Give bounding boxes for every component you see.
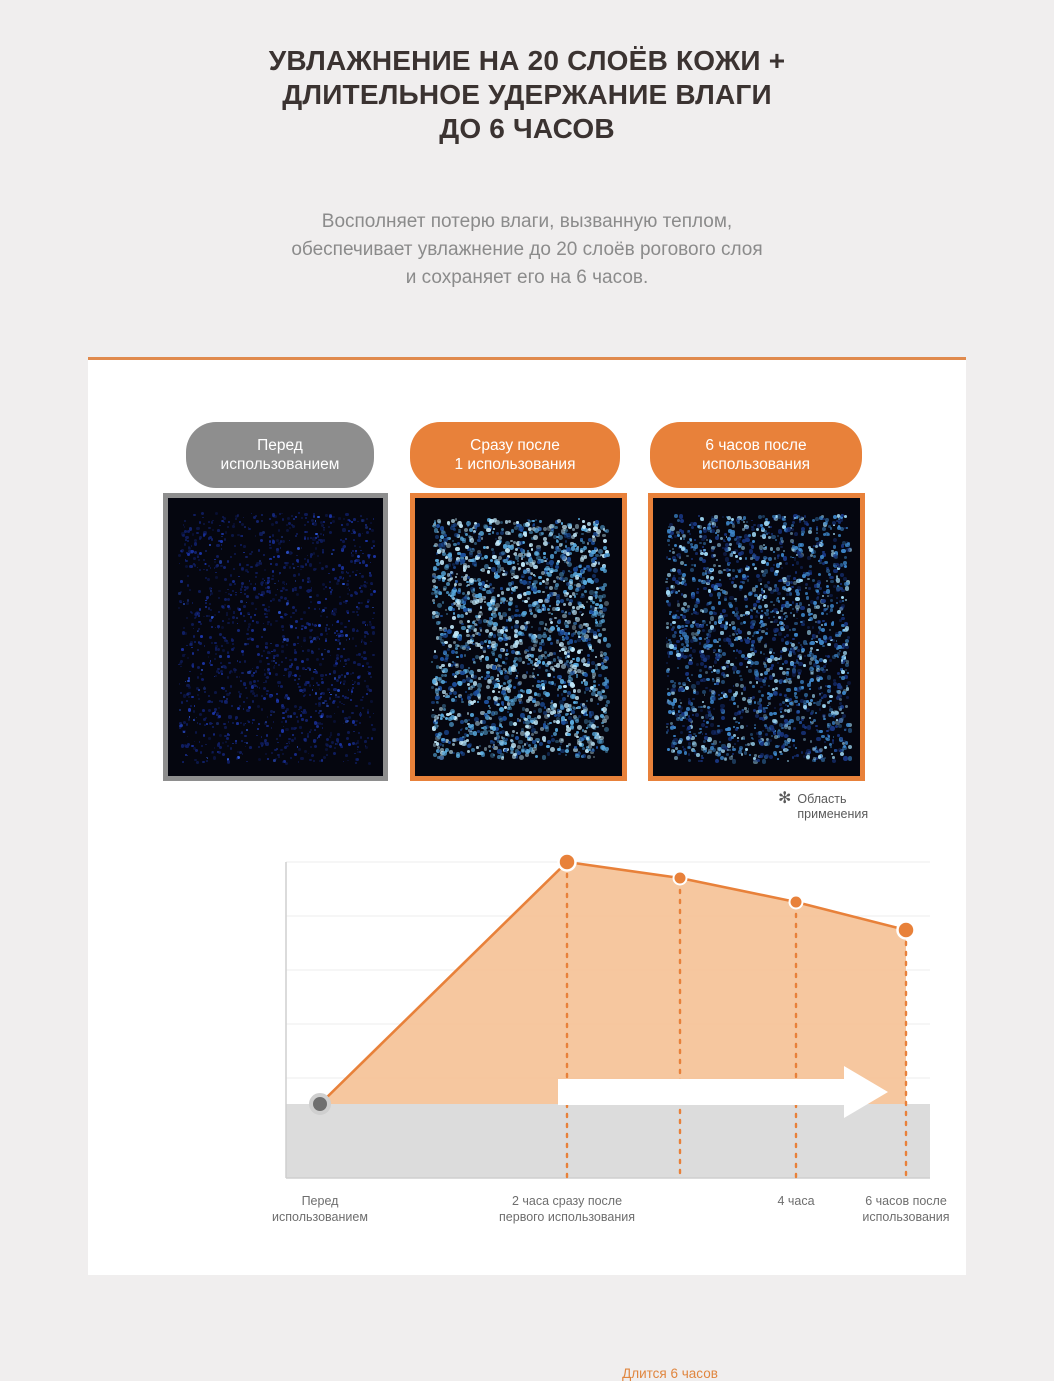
chart-x-label-2h <box>457 1193 677 1225</box>
chart-x-label-6h-line-2: использования <box>862 1210 950 1224</box>
sample-image-immediately-after-canvas <box>415 498 622 776</box>
chart-point-6h <box>898 922 915 939</box>
sample-pill-six-hours-after-line-2: использования <box>701 456 811 473</box>
page-title-line-1: УВЛАЖНЕНИЕ НА 20 СЛОЁВ КОЖИ + <box>268 45 786 76</box>
chart-x-label-before <box>240 1193 400 1225</box>
sample-image-six-hours-after <box>648 493 865 781</box>
chart-x-label-2h-line-2: первого использования <box>499 1210 635 1224</box>
moisture-chart-svg <box>88 830 966 1250</box>
sample-image-immediately-after <box>410 493 627 781</box>
application-area-note-line-2: применения <box>797 807 869 821</box>
asterisk-icon: ✻ <box>778 790 792 807</box>
page-title-line-2: ДЛИТЕЛЬНОЕ УДЕРЖАНИЕ ВЛАГИ <box>282 79 772 110</box>
sample-pill-six-hours-after <box>650 422 862 488</box>
sample-image-six-hours-after-canvas <box>653 498 860 776</box>
sample-image-before-canvas <box>168 498 383 776</box>
chart-point-before <box>311 1095 329 1113</box>
duration-arrow-label: Длится 6 часов <box>622 1366 718 1381</box>
page-title-line-3: ДО 6 ЧАСОВ <box>439 113 615 144</box>
sample-pill-immediately-after-line-1: Сразу после <box>470 437 560 454</box>
chart-x-label-6h <box>824 1193 988 1225</box>
chart-area-fill <box>320 862 906 1104</box>
application-area-note-text <box>797 792 868 822</box>
sample-pill-six-hours-after-line-1: 6 часов после <box>705 437 807 454</box>
chart-x-label-6h-line-1: 6 часов после <box>865 1194 947 1208</box>
application-area-note-line-1: Область <box>797 792 847 806</box>
chart-x-label-before-line-1: Перед <box>301 1194 339 1208</box>
chart-x-axis-labels <box>88 1193 966 1253</box>
page-subtitle-line-1: Восполняет потерю влаги, вызванную теплом, <box>321 211 733 232</box>
chart-x-label-before-line-2: использованием <box>272 1210 368 1224</box>
page-title <box>0 0 1054 146</box>
chart-point-4h <box>790 896 803 909</box>
page-subtitle-line-3: и сохраняет его на 6 часов. <box>405 267 649 288</box>
page-subtitle <box>0 208 1054 292</box>
sample-pill-immediately-after <box>410 422 620 488</box>
sample-image-before <box>163 493 388 781</box>
sample-pill-immediately-after-line-2: 1 использования <box>454 456 576 473</box>
chart-baseline-band <box>286 1104 930 1178</box>
application-area-note <box>778 792 868 822</box>
sample-images-row <box>88 493 966 783</box>
sample-pill-before-line-2: использованием <box>220 456 340 473</box>
chart-point-2h <box>559 854 576 871</box>
page-subtitle-line-2: обеспечивает увлажнение до 20 слоёв рогового слоя <box>291 239 763 260</box>
chart-x-label-2h-line-1: 2 часа сразу после <box>511 1194 623 1208</box>
moisture-chart <box>88 830 966 1381</box>
chart-x-label-4h-line-1: 4 часа <box>777 1194 815 1208</box>
sample-labels-row <box>88 422 966 480</box>
sample-pill-before <box>186 422 374 488</box>
sample-pill-before-line-1: Перед <box>257 437 303 454</box>
chart-point-mid <box>674 872 687 885</box>
results-card <box>88 357 966 1381</box>
